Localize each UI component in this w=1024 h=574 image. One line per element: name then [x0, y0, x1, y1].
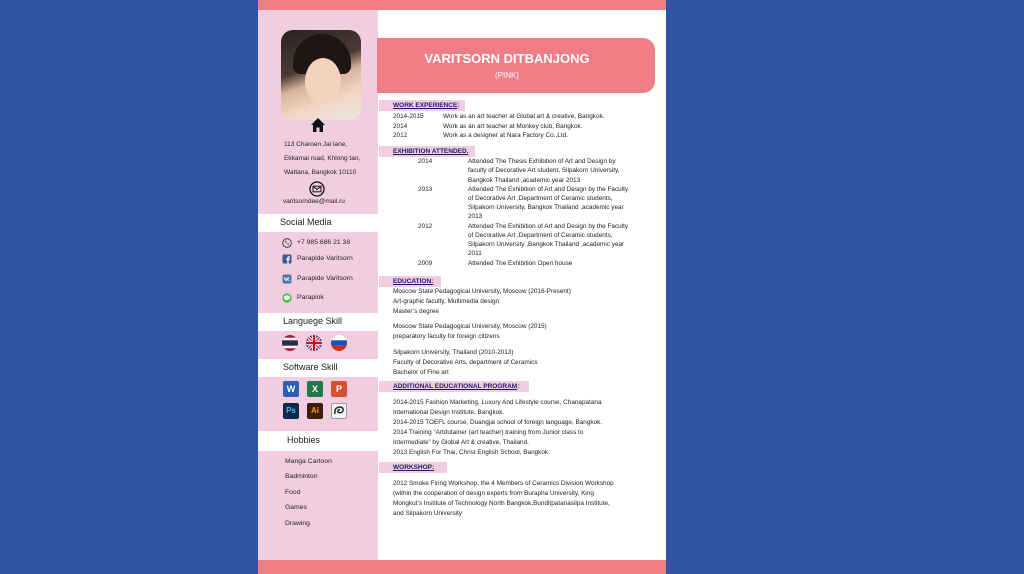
education-heading — [379, 276, 441, 287]
full-name: VARITSORN DITBANJONG — [424, 51, 590, 66]
hobbies-heading-bar — [258, 431, 378, 451]
hobbies-heading: Hobbies — [287, 435, 321, 445]
address-line: 113 Charoen Jai lane, — [284, 141, 348, 148]
powerpoint-icon: P — [331, 381, 347, 397]
education-heading-text: EDUCATION: — [393, 278, 434, 285]
software-heading-bar — [258, 359, 378, 377]
uk-flag-icon — [306, 335, 322, 351]
work-text: Work as an art teacher at Global art & creative, Bangkok. — [443, 113, 605, 120]
social-media-heading-bar — [258, 214, 378, 232]
exhibition-line: 2011 — [468, 250, 482, 257]
work-heading-suffix: : — [457, 102, 460, 109]
hobby-item: Drawing — [285, 520, 310, 527]
work-text: Work as an art teacher at Monkey club, Bangkok. — [443, 123, 583, 130]
workshop-line: 2012 Smoke Firing Workshop, the 4 Members of Ceramics Division Workshop — [393, 480, 614, 487]
workshop-line: (within the cooperation of design experts from Burapha University, King — [393, 490, 594, 497]
line-name: Parapink — [297, 294, 324, 301]
name-banner — [377, 38, 655, 93]
workshop-line: and Silpakorn University — [393, 510, 462, 517]
work-experience-heading — [379, 100, 465, 111]
additional-program-heading — [379, 381, 529, 392]
email[interactable]: varitsorndee@mail.ru — [283, 198, 345, 205]
exhibition-line: of Decorative Art ,Department of Ceramic students, — [468, 232, 613, 239]
education-line: Moscow State Pedagogical University, Moscow (2015) — [393, 323, 547, 330]
work-text: Work as a designer at Nara Factory Co.,Ltd. — [443, 132, 568, 139]
exhibition-line: 2013 — [468, 213, 483, 220]
additional-line: 2014-2015 TOEFL course, Duangjai school of foreign language, Bangkok. — [393, 419, 603, 426]
exhibition-year: 2009 — [418, 260, 433, 267]
nickname: (PINK) — [495, 71, 519, 80]
additional-line: 2014-2015 Fashion Marketing, Luxury And Lifestyle course, Chanapatana — [393, 399, 602, 406]
social-media-heading: Social Media — [280, 217, 332, 227]
additional-line: International Design Institute, Bangkok. — [393, 409, 505, 416]
education-line: Art-graphic faculty, Multimedia design — [393, 298, 500, 305]
clip-studio-icon — [331, 403, 347, 419]
clip-studio-graphic — [332, 404, 346, 418]
work-year: 2014 — [393, 123, 408, 130]
resume-page — [258, 0, 666, 574]
language-heading-bar — [258, 313, 378, 331]
exhibition-line: Bangkok Thailand ,academic year 2013 — [468, 177, 581, 184]
address-line: Ekkamai road, Khlong tan, — [284, 155, 361, 162]
additional-line: Intermediate” by Global Art & creative, Thailand. — [393, 439, 529, 446]
thai-flag-graphic — [282, 335, 298, 351]
vk-icon — [282, 274, 292, 284]
education-line: Faculty of Decorative Arts, department of Ceramics — [393, 359, 538, 366]
uk-flag-graphic — [306, 335, 322, 351]
illustrator-icon: Ai — [307, 403, 323, 419]
additional-line: 2014 Training “Artdutainer (art teacher) training from Junior class to — [393, 429, 584, 436]
exhibition-line: of Decorative Art ,Department of Ceramic students, — [468, 195, 613, 202]
additional-heading-text: ADDITIONAL EDUCATIONAL PROGRAM — [393, 383, 518, 390]
photo-face — [305, 58, 341, 104]
russia-flag-graphic — [331, 335, 347, 351]
education-line: Silpakorn University, Thailand (2010-2013) — [393, 349, 514, 356]
exhibition-line: Attended The Exhibition Open house — [468, 260, 573, 267]
exhibition-heading-text: EXHIBITION ATTENDED. — [393, 148, 469, 155]
photoshop-icon: Ps — [283, 403, 299, 419]
work-heading-text: WORK EXPERIENCE — [393, 102, 458, 109]
vk-name: Parapide Varitsorn — [297, 275, 353, 282]
hobby-item: Games — [285, 504, 307, 511]
hobby-item: Manga Cartoon — [285, 458, 332, 465]
workshop-heading — [379, 462, 447, 473]
hobby-item: Badminton — [285, 473, 318, 480]
hobby-item: Food — [285, 489, 301, 496]
phone-number: +7 985 686 21 38 — [297, 239, 351, 246]
excel-icon: X — [307, 381, 323, 397]
exhibition-line: Silpakorn University, Bangkok Thailand ,academic year — [468, 204, 624, 211]
education-line: Moscow State Pedagogical University, Moscow (2016-Present) — [393, 288, 571, 295]
phone-icon — [282, 238, 292, 248]
top-accent-bar — [258, 0, 666, 10]
word-icon: W — [283, 381, 299, 397]
address-line: Wattana, Bangkok 10110 — [284, 169, 357, 176]
exhibition-year: 2014 — [418, 158, 433, 165]
exhibition-year: 2012 — [418, 223, 433, 230]
software-heading: Software Skill — [283, 362, 338, 372]
education-line: preparatory faculty for foreign citizens — [393, 333, 500, 340]
exhibition-line: faculty of Decorative Art student, Silpakorn University, — [468, 167, 620, 174]
work-year: 2012 — [393, 132, 408, 139]
facebook-icon — [282, 254, 292, 264]
home-icon — [310, 117, 326, 133]
mail-icon — [309, 181, 325, 197]
work-year: 2014-2015 — [393, 113, 424, 120]
additional-heading-suffix: : — [517, 383, 520, 390]
facebook-name: Parapide Varitsorn — [297, 255, 353, 262]
exhibition-line: Attended The Exhibition of Art and Design by the Faculty — [468, 186, 629, 193]
line-icon — [282, 293, 292, 303]
additional-line: 2013 English For Thai, Christ English School, Bangkok. — [393, 449, 550, 456]
exhibition-year: 2013 — [418, 186, 433, 193]
thai-flag-icon — [282, 335, 298, 351]
address — [284, 138, 378, 180]
workshop-line: Mongkut’s Institute of Technology North Bangkok,Bunditpatanasilpa Institute, — [393, 500, 610, 507]
language-heading: Languege Skill — [283, 316, 343, 326]
exhibition-line: Silpakorn University ,Bangkok Thailand ,academic year — [468, 241, 625, 248]
exhibition-line: Attended The Thesis Exhibition of Art and Design by — [468, 158, 616, 165]
workshop-heading-text: WORKSHOP: — [393, 464, 435, 471]
profile-photo — [281, 30, 361, 120]
education-line: Master’s degree — [393, 308, 439, 315]
exhibition-heading — [379, 146, 475, 157]
russia-flag-icon — [331, 335, 347, 351]
exhibition-line: Attended The Exhibition of Art and Design by the Faculty — [468, 223, 629, 230]
bottom-accent-bar — [258, 560, 666, 574]
education-line: Bachelor of Fine art — [393, 369, 449, 376]
